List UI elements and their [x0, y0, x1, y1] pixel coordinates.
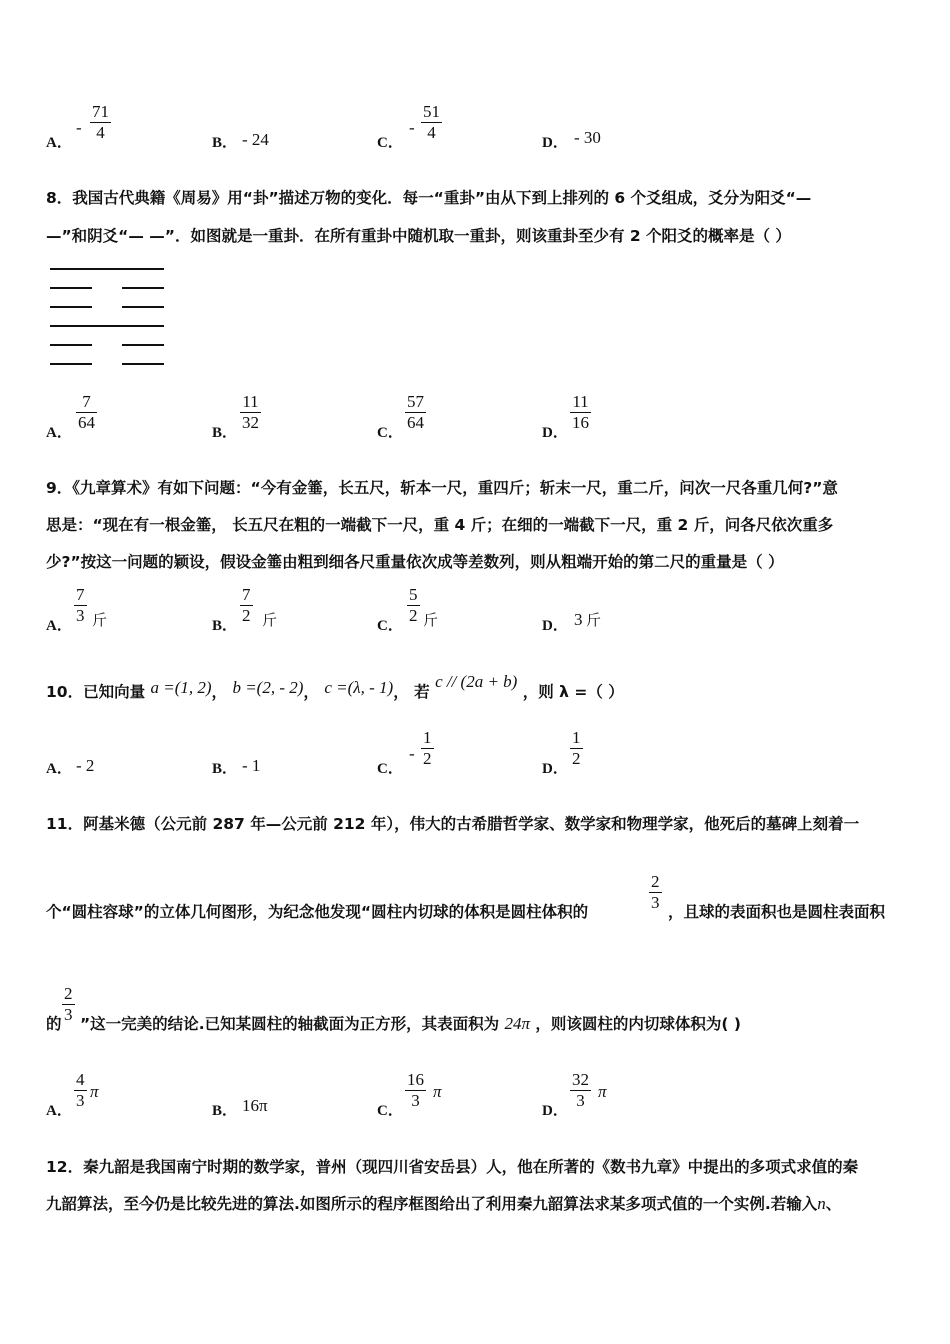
q9-option-a[interactable] — [46, 583, 206, 643]
pi-symbol: π — [598, 1082, 607, 1101]
option-label: D． — [542, 425, 568, 441]
fraction: $\frac{7}{2}$ — [242, 585, 251, 625]
option-label: A． — [46, 761, 72, 777]
option-label: B． — [212, 135, 238, 151]
q7-option-c[interactable] — [377, 100, 537, 160]
option-label: B． — [212, 425, 238, 441]
fraction: $\frac{11}{16}$ — [572, 392, 589, 432]
q10-option-d[interactable] — [542, 726, 702, 786]
q11-stem-line3a: 的 — [46, 1015, 62, 1033]
q7-option-a[interactable] — [46, 100, 206, 160]
q10-option-b[interactable] — [212, 726, 372, 786]
unit-text: 斤 — [262, 613, 278, 629]
fraction: $\frac{7}{64}$ — [78, 392, 95, 432]
option-label: C． — [377, 425, 403, 441]
option-label: B． — [212, 618, 238, 634]
q10-suffix: ，则 λ =（ ） — [522, 683, 624, 701]
yin-line-segment — [50, 287, 92, 289]
fraction: $\frac{57}{64}$ — [407, 392, 424, 432]
q11-options — [46, 1068, 926, 1128]
option-value: 3 — [574, 610, 583, 629]
fraction: $\frac{16}{3}$ — [407, 1070, 424, 1110]
minus-sign: - — [409, 744, 415, 763]
q9-options — [46, 583, 926, 643]
option-label: B． — [212, 761, 238, 777]
q11-option-c[interactable] — [377, 1068, 537, 1128]
q10-prefix: 10．已知向量 — [46, 683, 146, 701]
option-label: C． — [377, 618, 403, 634]
option-value: - 30 — [574, 128, 601, 147]
q11-stem-line2-tail: ，且球的表面积也是圆柱表面积 — [668, 903, 886, 921]
yin-line-segment — [122, 363, 164, 365]
q12-stem-line2: 九韶算法，至今仍是比较先进的算法.如图所示的程序框图给出了利用秦九韶算法求某多项式值的一个实例.若输入n、 — [46, 1194, 842, 1213]
fraction: $\frac{1}{2}$ — [423, 728, 432, 768]
option-value: - 1 — [242, 756, 261, 775]
q10-options — [46, 726, 926, 786]
option-label: D． — [542, 618, 568, 634]
pi-symbol: π — [433, 1082, 442, 1101]
pi-symbol: π — [90, 1082, 99, 1101]
yin-line-segment — [50, 306, 92, 308]
q8-option-a[interactable] — [46, 390, 206, 450]
option-label: A． — [46, 135, 72, 151]
q10-option-a[interactable] — [46, 726, 206, 786]
option-label: D． — [542, 761, 568, 777]
yin-line-segment — [122, 344, 164, 346]
q11-stem-line2: 个“圆柱容球”的立体几何图形，为纪念他发现“圆柱内切球的体积是圆柱体积的 — [46, 903, 589, 921]
fraction: $\frac{11}{32}$ — [242, 392, 259, 432]
q9-option-d[interactable] — [542, 583, 702, 643]
option-value: - 24 — [242, 130, 269, 149]
q10-cond-prefix: 若 — [414, 683, 430, 701]
q8-option-b[interactable] — [212, 390, 372, 450]
option-label: B． — [212, 1103, 238, 1119]
q11-option-d[interactable] — [542, 1068, 702, 1128]
option-label: C． — [377, 1103, 403, 1119]
q9-option-b[interactable] — [212, 583, 372, 643]
q11-option-b[interactable] — [212, 1068, 372, 1128]
option-label: A． — [46, 425, 72, 441]
fraction: $\frac{51}{4}$ — [423, 102, 440, 142]
unit-text: 斤 — [92, 613, 108, 629]
option-value: - 2 — [76, 756, 95, 775]
q12-stem-line1: 12．秦九韶是我国南宁时期的数学家，普州（现四川省安岳县）人，他在所著的《数书九章》中提出的多项式求值的秦 — [46, 1158, 859, 1176]
fraction: $\frac{4}{3}$ — [76, 1070, 85, 1110]
vector-a: a =(1, 2) — [150, 678, 212, 697]
option-label: A． — [46, 1103, 72, 1119]
q10-option-c[interactable] — [377, 726, 537, 786]
q8-stem-line2: —”和阴爻“— —”．如图就是一重卦．在所有重卦中随机取一重卦，则该重卦至少有 2 个阳爻的概率是（ ） — [46, 227, 791, 245]
q11-option-a[interactable] — [46, 1068, 206, 1128]
vector-c: c =(λ, - 1) — [324, 678, 394, 697]
parallel-condition: c // (2a + b) — [435, 672, 518, 691]
fraction: $\frac{7}{3}$ — [76, 585, 85, 625]
q9-option-c[interactable] — [377, 583, 537, 643]
fraction: $\frac{5}{2}$ — [409, 585, 418, 625]
yang-line — [50, 325, 164, 327]
yin-line-segment — [122, 287, 164, 289]
fraction: $\frac{71}{4}$ — [92, 102, 109, 142]
yang-line — [50, 268, 164, 270]
option-label: C． — [377, 761, 403, 777]
q9-stem-line2: 思是：“现在有一根金箠， 长五尺在粗的一端截下一尺，重 4 斤；在细的一端截下一尺，重 2 斤，问各尺依次重多 — [46, 516, 834, 534]
yin-line-segment — [122, 306, 164, 308]
q11-stem-line1: 11．阿基米德（公元前 287 年—公元前 212 年），伟大的古希腊哲学家、数学家和物理学家，他死后的墓碑上刻着一 — [46, 815, 860, 833]
yin-line-segment — [50, 363, 92, 365]
option-label: A． — [46, 618, 72, 634]
q8-options — [46, 390, 926, 450]
fraction-two-thirds: $\frac{2}{3}$ — [64, 984, 73, 1024]
q8-stem-line1: 8．我国古代典籍《周易》用“卦”描述万物的变化．每一“重卦”由从下到上排列的 6 个爻组成，爻分为阳爻“— — [46, 189, 812, 207]
hexagram-figure — [50, 262, 166, 372]
unit-text: 斤 — [423, 613, 439, 629]
fraction-two-thirds: $\frac{2}{3}$ — [651, 872, 660, 912]
fraction: $\frac{1}{2}$ — [572, 728, 581, 768]
q9-stem-line1: 9．《九章算术》有如下问题：“今有金箠，长五尺，斩本一尺，重四斤；斩末一尺，重二斤，问次一尺各重几何?”意 — [46, 479, 838, 497]
yin-line-segment — [50, 344, 92, 346]
option-label: D． — [542, 135, 568, 151]
q11-stem-line3: ”这一完美的结论.已知某圆柱的轴截面为正方形，其表面积为 24π ，则该圆柱的内切球体积为( ) — [80, 1014, 741, 1033]
q9-stem-line3: 少?”按这一问题的颖设，假设金箠由粗到细各尺重量依次成等差数列，则从粗端开始的第二尺的重量是（ ） — [46, 553, 784, 571]
variable-n: n — [817, 1194, 826, 1213]
unit-text: 斤 — [586, 613, 602, 629]
option-label: C． — [377, 135, 403, 151]
q7-option-d[interactable] — [542, 100, 702, 160]
minus-sign: - — [76, 118, 82, 137]
option-value: 16π — [242, 1096, 268, 1115]
q10-stem: 10．已知向量 a =(1, 2)， b =(2, - 2)， c =(λ, - 1)， 若 c // (2a + b) ，则 λ =（ ） — [46, 672, 624, 701]
surface-area-value: 24π — [504, 1014, 531, 1033]
fraction: $\frac{32}{3}$ — [572, 1070, 589, 1110]
q7-option-b[interactable] — [212, 100, 372, 160]
vector-b: b =(2, - 2) — [232, 678, 304, 697]
minus-sign: - — [409, 118, 415, 137]
q8-option-c[interactable] — [377, 390, 537, 450]
q7-options — [46, 100, 926, 160]
option-label: D． — [542, 1103, 568, 1119]
q8-option-d[interactable] — [542, 390, 702, 450]
